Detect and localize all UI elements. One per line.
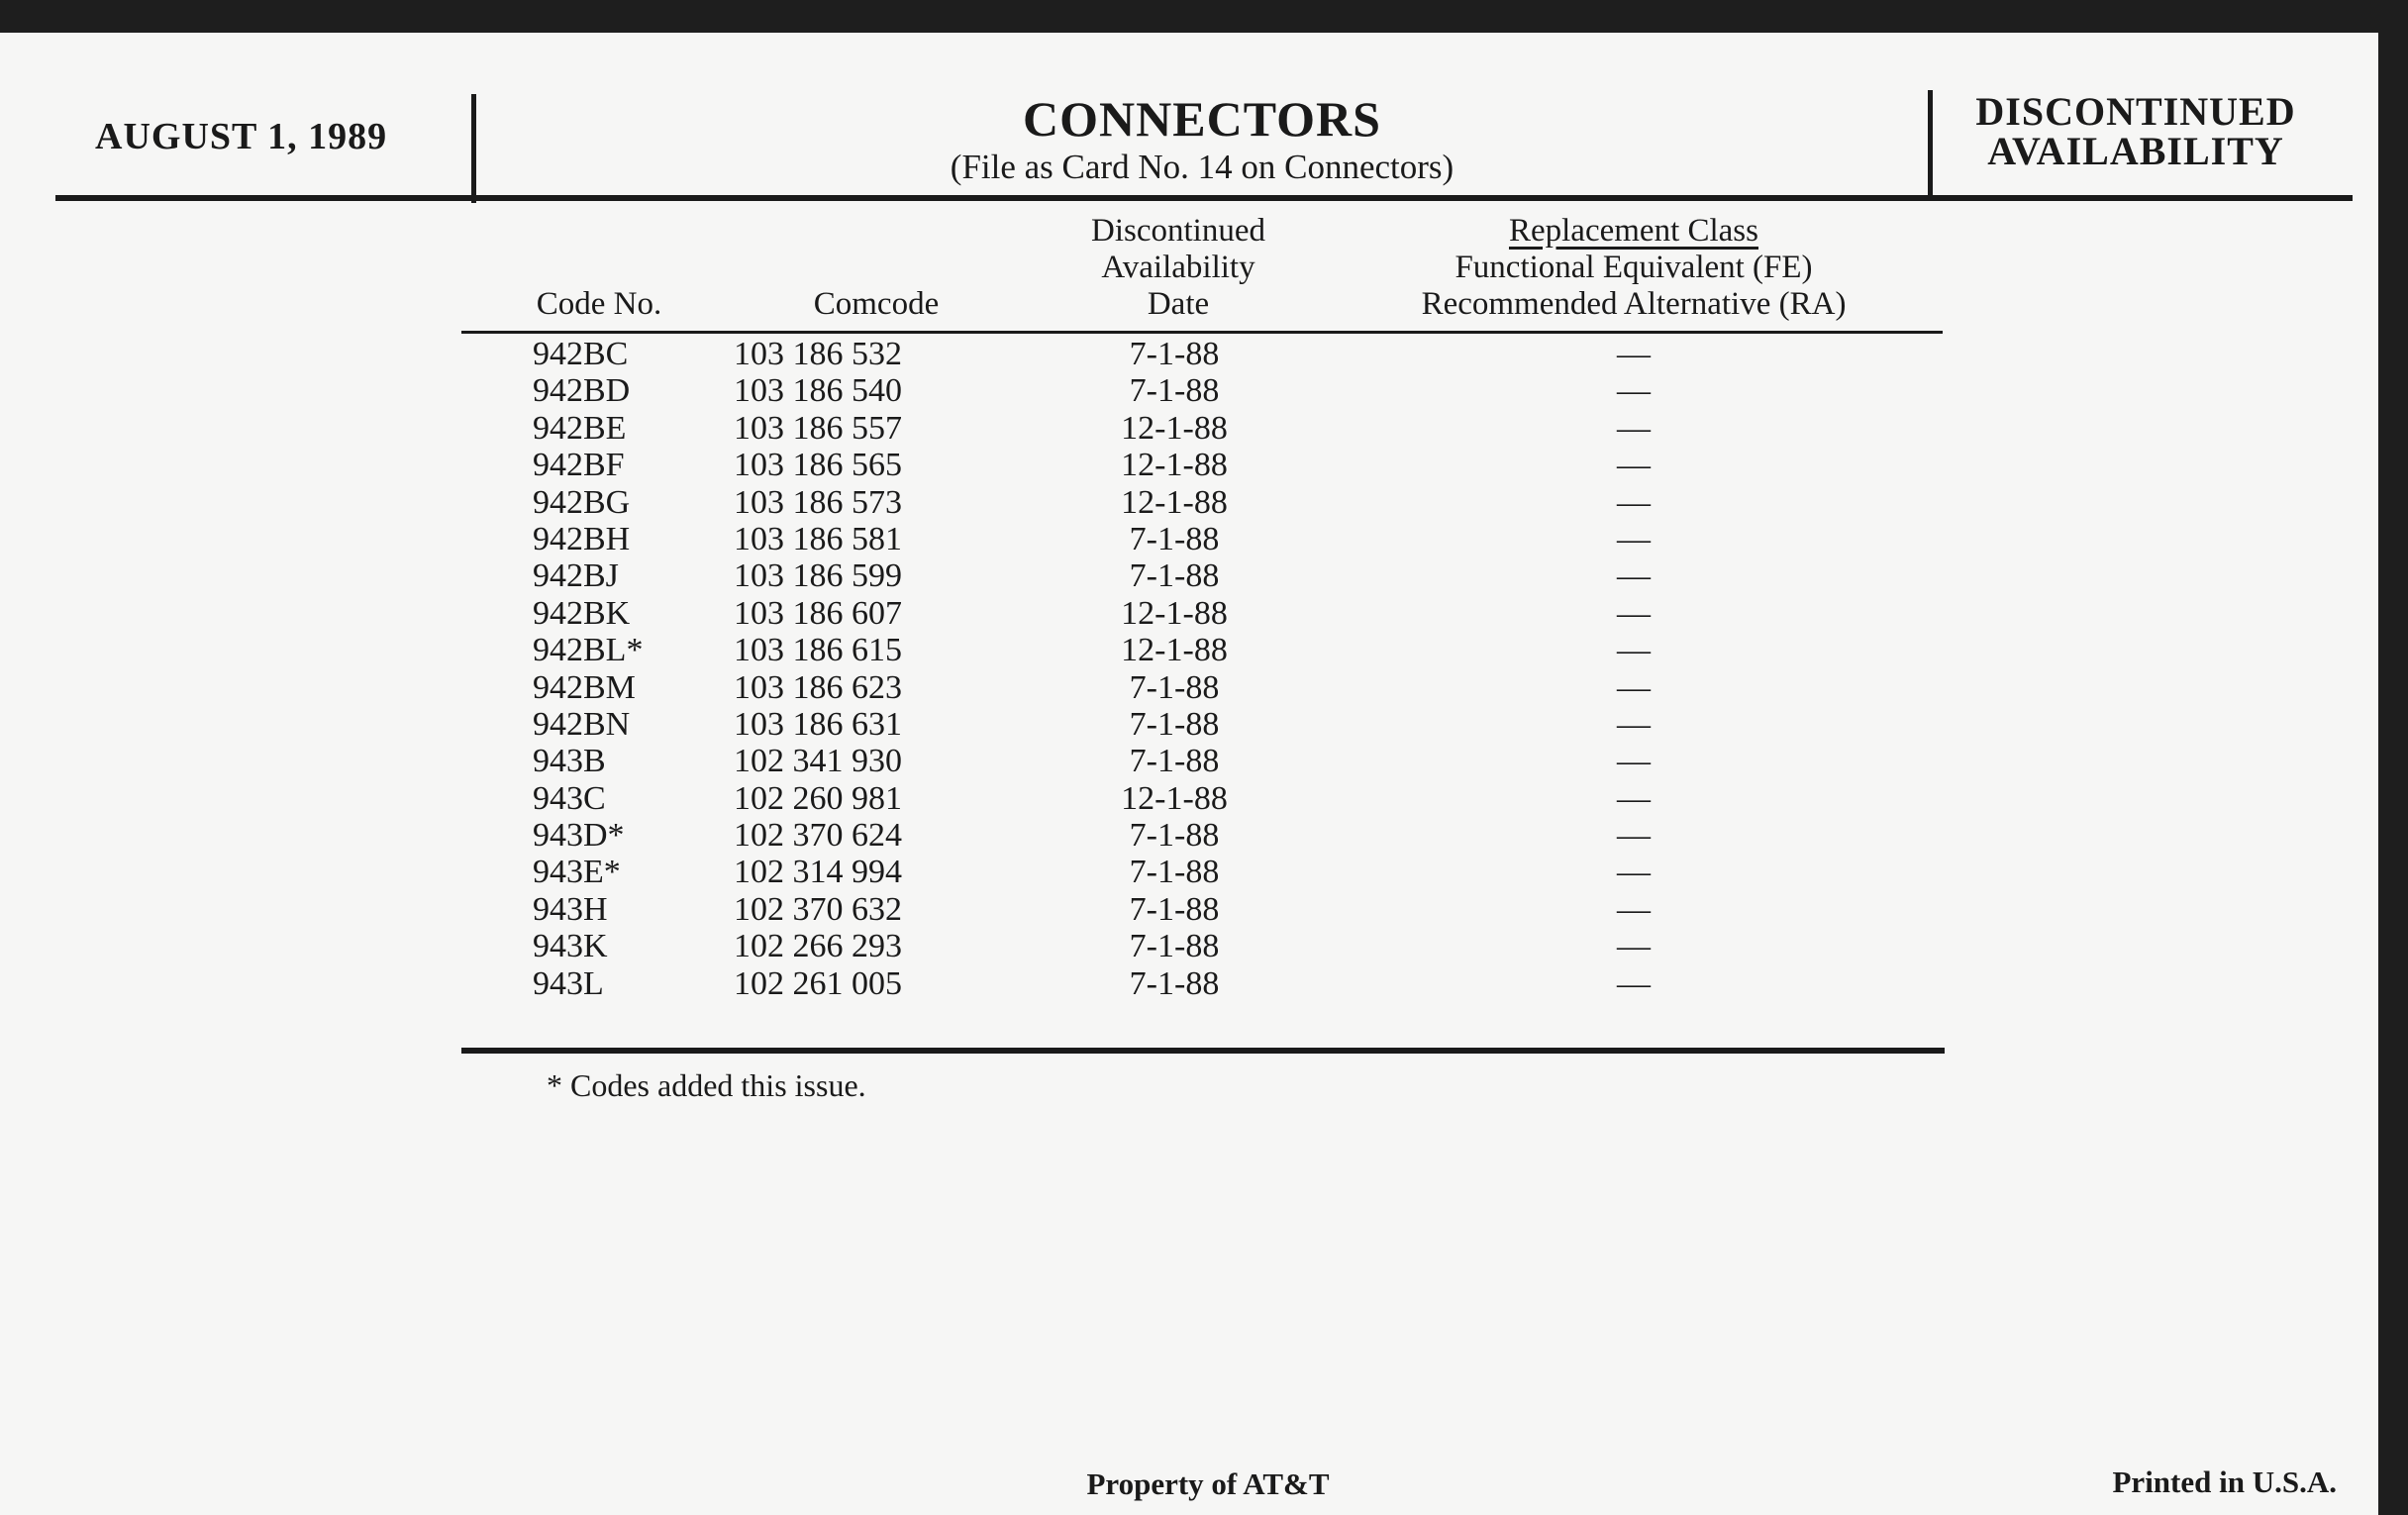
title-block	[476, 90, 1928, 187]
table-row	[461, 854, 1945, 890]
table-row	[461, 447, 1945, 483]
cell-replacement: —	[1617, 632, 1651, 669]
cell-replacement: —	[1617, 928, 1651, 965]
cell-code: 943D*	[533, 817, 625, 855]
cell-code: 943B	[533, 743, 606, 780]
cell-code: 943L	[533, 964, 604, 1002]
cell-date: 7-1-88	[1129, 964, 1220, 1002]
cell-code: 942BJ	[533, 557, 619, 595]
column-header-replacement-line-2: Functional Equivalent (FE)	[1455, 250, 1813, 285]
table-row	[461, 336, 1945, 372]
table-header-rule	[461, 331, 1943, 334]
column-header-date-line-3: Date	[1147, 286, 1210, 322]
column-header-date	[1040, 213, 1317, 323]
cell-comcode: 103 186 565	[734, 447, 902, 484]
cell-comcode: 102 266 293	[734, 928, 902, 965]
cell-comcode: 102 260 981	[734, 779, 902, 817]
cell-replacement: —	[1617, 336, 1651, 372]
table-row	[461, 595, 1945, 632]
column-header-replacement-line-3: Recommended Alternative (RA)	[1421, 286, 1847, 322]
cell-comcode: 103 186 607	[734, 594, 902, 632]
cell-replacement: —	[1617, 409, 1651, 447]
cell-comcode: 103 186 581	[734, 520, 902, 557]
cell-comcode: 103 186 615	[734, 632, 902, 669]
cell-code: 942BM	[533, 668, 636, 706]
cell-code: 942BC	[533, 336, 629, 372]
cell-comcode: 103 186 623	[734, 668, 902, 706]
cell-comcode: 103 186 540	[734, 372, 902, 410]
column-header-date-line-2: Availability	[1101, 250, 1255, 285]
cell-comcode: 103 186 599	[734, 557, 902, 595]
table-row	[461, 632, 1945, 668]
table-row	[461, 669, 1945, 706]
cell-date: 7-1-88	[1129, 668, 1220, 706]
cell-replacement: —	[1617, 890, 1651, 928]
header-rule	[55, 195, 2353, 201]
cell-code: 942BN	[533, 705, 631, 743]
cell-comcode: 102 261 005	[734, 964, 902, 1002]
cell-code: 942BD	[533, 372, 631, 410]
cell-date: 7-1-88	[1129, 557, 1220, 595]
cell-code: 942BE	[533, 409, 627, 447]
cell-comcode: 102 370 624	[734, 817, 902, 855]
cell-date: 7-1-88	[1129, 743, 1220, 780]
cell-code: 942BK	[533, 594, 631, 632]
cell-comcode: 102 370 632	[734, 890, 902, 928]
table-row	[461, 817, 1945, 854]
cell-date: 7-1-88	[1129, 854, 1220, 891]
cell-replacement: —	[1617, 817, 1651, 855]
table-body	[461, 336, 1945, 1002]
document-title: CONNECTORS	[1023, 91, 1381, 147]
cell-replacement: —	[1617, 705, 1651, 743]
cell-date: 12-1-88	[1121, 447, 1228, 484]
cell-replacement: —	[1617, 372, 1651, 410]
document-subtitle: (File as Card No. 14 on Connectors)	[950, 148, 1455, 186]
table-row	[461, 965, 1945, 1002]
cell-replacement: —	[1617, 854, 1651, 891]
cell-replacement: —	[1617, 668, 1651, 706]
table-row	[461, 521, 1945, 557]
cell-code: 942BH	[533, 520, 631, 557]
document-card	[0, 33, 2378, 1515]
cell-replacement: —	[1617, 743, 1651, 780]
cell-date: 7-1-88	[1129, 705, 1220, 743]
cell-replacement: —	[1617, 594, 1651, 632]
cell-date: 7-1-88	[1129, 520, 1220, 557]
footnote: * Codes added this issue.	[547, 1067, 866, 1103]
column-header-code: Code No.	[536, 286, 662, 322]
table-row	[461, 410, 1945, 447]
column-header-replacement-line-1: Replacement Class	[1508, 213, 1758, 249]
cell-code: 942BF	[533, 447, 625, 484]
cell-code: 943E*	[533, 854, 621, 891]
cell-comcode: 102 341 930	[734, 743, 902, 780]
table-bottom-rule	[461, 1048, 1945, 1054]
cell-replacement: —	[1617, 447, 1651, 484]
status-line-1: DISCONTINUED	[1975, 89, 2296, 134]
cell-replacement: —	[1617, 964, 1651, 1002]
status-block	[1933, 89, 2339, 173]
cell-date: 7-1-88	[1129, 372, 1220, 410]
column-header-replacement	[1356, 213, 1911, 323]
cell-date: 7-1-88	[1129, 928, 1220, 965]
table-row	[461, 372, 1945, 409]
cell-replacement: —	[1617, 483, 1651, 521]
issue-date: AUGUST 1, 1989	[95, 116, 388, 157]
table-row	[461, 484, 1945, 521]
cell-comcode: 102 314 994	[734, 854, 902, 891]
column-header-date-line-1: Discontinued	[1091, 213, 1265, 249]
table-row	[461, 780, 1945, 817]
cell-date: 7-1-88	[1129, 890, 1220, 928]
cell-date: 7-1-88	[1129, 336, 1220, 372]
table-row	[461, 743, 1945, 779]
cell-date: 12-1-88	[1121, 632, 1228, 669]
table-row	[461, 706, 1945, 743]
cell-replacement: —	[1617, 520, 1651, 557]
table-row	[461, 891, 1945, 928]
status-line-2: AVAILABILITY	[1987, 129, 2284, 173]
cell-comcode: 103 186 532	[734, 336, 902, 372]
cell-date: 7-1-88	[1129, 817, 1220, 855]
cell-date: 12-1-88	[1121, 779, 1228, 817]
cell-comcode: 103 186 573	[734, 483, 902, 521]
cell-code: 943C	[533, 779, 606, 817]
table-row	[461, 928, 1945, 964]
footer-property: Property of AT&T	[1086, 1466, 1330, 1501]
cell-date: 12-1-88	[1121, 594, 1228, 632]
cell-comcode: 103 186 631	[734, 705, 902, 743]
cell-date: 12-1-88	[1121, 409, 1228, 447]
cell-code: 942BL*	[533, 632, 644, 669]
cell-code: 943H	[533, 890, 608, 928]
footer-printed: Printed in U.S.A.	[2112, 1464, 2337, 1499]
cell-code: 942BG	[533, 483, 631, 521]
cell-code: 943K	[533, 928, 608, 965]
table-row	[461, 557, 1945, 594]
cell-replacement: —	[1617, 779, 1651, 817]
column-header-comcode: Comcode	[813, 286, 940, 322]
cell-comcode: 103 186 557	[734, 409, 902, 447]
cell-date: 12-1-88	[1121, 483, 1228, 521]
cell-replacement: —	[1617, 557, 1651, 595]
